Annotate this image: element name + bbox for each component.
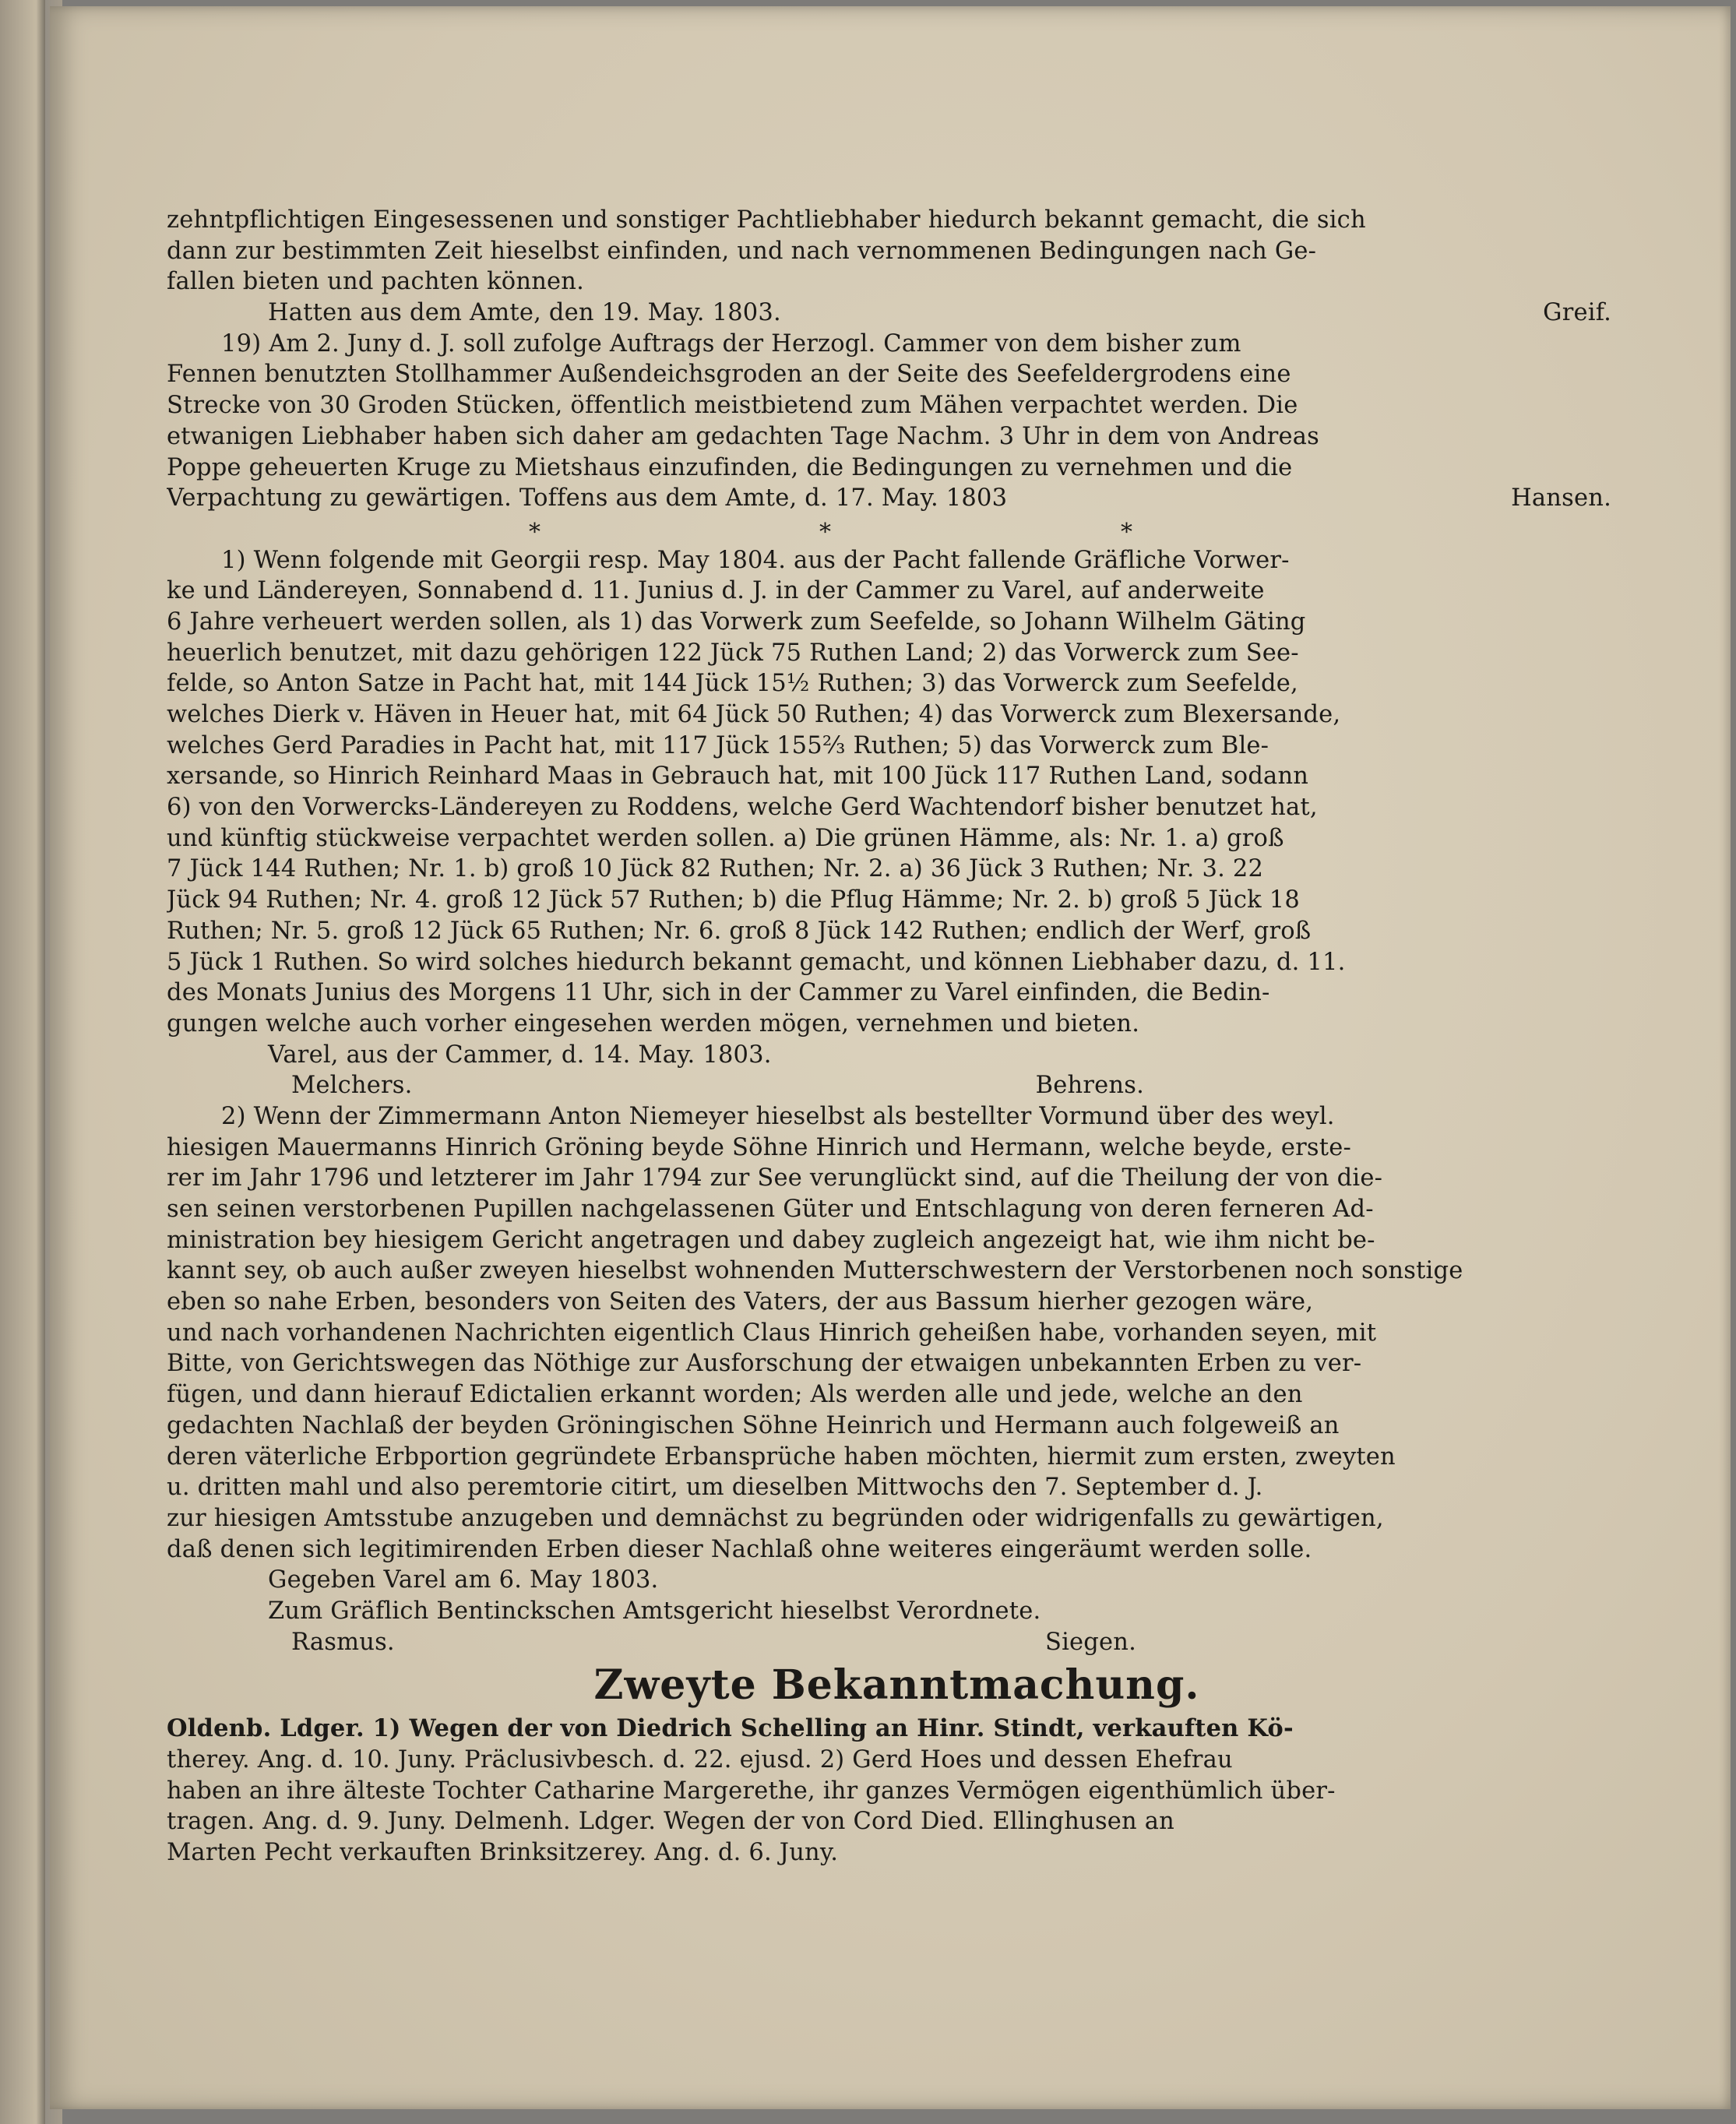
text-line: ministration bey hiesigem Gericht angetragen und dabey zugleich angezeigt hat, wie ihm nicht be-: [167, 1226, 1375, 1254]
text-line: Ruthen; Nr. 5. groß 12 Jück 65 Ruthen; Nr. 6. groß 8 Jück 142 Ruthen; endlich der Werf, groß: [167, 917, 1312, 945]
paragraph-varel-1: [167, 545, 1627, 1101]
text-line: Oldenb. Ldger. 1) Wegen der von Diedrich Schelling an Hinr. Stindt, verkauften Kö-: [167, 1714, 1294, 1743]
text-line: eben so nahe Erben, besonders von Seiten des Vaters, der aus Bassum hierher gezogen wäre,: [167, 1288, 1314, 1316]
text-line: felde, so Anton Satze in Pacht hat, mit 144 Jück 15½ Ruthen; 3) das Vorwerck zum Seefelde,: [167, 670, 1298, 698]
dateline: Varel, aus der Cammer, d. 14. May. 1803.: [268, 1041, 772, 1069]
paragraph-19: [167, 329, 1627, 514]
text-line: welches Dierk v. Häven in Heuer hat, mit 64 Jück 50 Ruthen; 4) das Vorwerck zum Blexersande,: [167, 701, 1341, 728]
text-line: u. dritten mahl und also peremtorie citirt, um dieselben Mittwochs den 7. September d. J.: [167, 1474, 1263, 1502]
text-line: 6) von den Vorwercks-Ländereyen zu Roddens, welche Gerd Wachtendorf bisher benutzet hat,: [167, 794, 1318, 822]
text-line: daß denen sich legitimirenden Erben dieser Nachlaß ohne weiteres eingeräumt werden solle.: [167, 1535, 1312, 1563]
dateline-row: [167, 298, 1627, 329]
text-line: zehntpflichtigen Eingesessenen und sonstiger Pachtliebhaber hiedurch bekannt gemacht, die sich: [167, 206, 1366, 234]
text-line: Bitte, von Gerichtswegen das Nöthige zur Ausforschung der etwaigen unbekannten Erben zu ver-: [167, 1350, 1362, 1378]
signature: Hansen.: [1511, 484, 1611, 513]
separator-stars: [167, 514, 1627, 545]
text-line: des Monats Junius des Morgens 11 Uhr, sich in der Cammer zu Varel einfinden, die Bedin-: [167, 979, 1270, 1007]
text-line: xersande, so Hinrich Reinhard Maas in Gebrauch hat, mit 100 Jück 117 Ruthen Land, sodann: [167, 763, 1309, 791]
text-line: tragen. Ang. d. 9. Juny. Delmenh. Ldger. Wegen der von Cord Died. Ellinghusen an: [167, 1808, 1175, 1836]
text-line: etwanigen Liebhaber haben sich daher am gedachten Tage Nachm. 3 Uhr in dem von Andreas: [167, 422, 1319, 450]
text-line: Verpachtung zu gewärtigen. Toffens aus dem Amte, d. 17. May. 1803: [167, 484, 1008, 513]
dateline: Hatten aus dem Amte, den 19. May. 1803.: [268, 299, 781, 327]
text-line: rer im Jahr 1796 und letzterer im Jahr 1794 zur See verunglückt sind, auf die Theilung der von die-: [167, 1164, 1383, 1192]
text-line: Fennen benutzten Stollhammer Außendeichsgroden an der Seite des Seefeldergrodens eine: [167, 361, 1291, 389]
text-line: therey. Ang. d. 10. Juny. Präclusivbesch. d. 22. ejusd. 2) Gerd Hoes und dessen Ehefrau: [167, 1746, 1233, 1774]
signature: Greif.: [1543, 299, 1611, 327]
separator-star: *: [1121, 518, 1133, 546]
text-line: 7 Jück 144 Ruthen; Nr. 1. b) groß 10 Jück 82 Ruthen; Nr. 2. a) 36 Jück 3 Ruthen; Nr. 3. 22: [167, 855, 1264, 883]
text-line: Strecke von 30 Groden Stücken, öffentlich meistbietend zum Mähen verpachtet werden. Die: [167, 392, 1298, 420]
text-line: heuerlich benutzet, mit dazu gehörigen 122 Jück 75 Ruthen Land; 2) das Vorwerck zum See-: [167, 639, 1299, 667]
text-line: kannt sey, ob auch außer zweyen hieselbst wohnenden Mutterschwestern der Verstorbenen noch sonstige: [167, 1257, 1463, 1285]
text-line: fügen, und dann hierauf Edictalien erkannt worden; Als werden alle und jede, welche an den: [167, 1381, 1303, 1409]
text-line: 19) Am 2. Juny d. J. soll zufolge Auftrags der Herzogl. Cammer von dem bisher zum: [221, 329, 1241, 358]
text-line: Marten Pecht verkauften Brinksitzerey. Ang. d. 6. Juny.: [167, 1839, 839, 1867]
text-line: und nach vorhandenen Nachrichten eigentlich Claus Hinrich geheißen habe, vorhanden seyen, mit: [167, 1319, 1377, 1347]
text-line: dann zur bestimmten Zeit hieselbst einfinden, und nach vernommenen Bedingungen nach Ge-: [167, 237, 1317, 265]
left-page-edge: [0, 0, 45, 2124]
text-line: ke und Ländereyen, Sonnabend d. 11. Junius d. J. in der Cammer zu Varel, auf anderweite: [167, 577, 1265, 605]
authority-line: Zum Gräflich Bentinckschen Amtsgericht hieselbst Verordnete.: [268, 1597, 1041, 1625]
separator-star: *: [529, 518, 541, 546]
dateline-row: [167, 483, 1627, 514]
text-line: deren väterliche Erbportion gegründete Erbansprüche haben möchten, hiermit zum ersten, zweyten: [167, 1442, 1396, 1471]
document-page: [50, 6, 1731, 2109]
text-line: 5 Jück 1 Ruthen. So wird solches hiedurch bekannt gemacht, und können Liebhaber dazu, d. 11.: [167, 948, 1346, 976]
signature-row: [167, 1627, 1627, 1658]
text-line: 1) Wenn folgende mit Georgii resp. May 1804. aus der Pacht fallende Gräfliche Vorwer-: [221, 546, 1290, 574]
separator-star: *: [819, 518, 832, 546]
signature: Behrens.: [1035, 1072, 1144, 1100]
text-line: welches Gerd Paradies in Pacht hat, mit 117 Jück 155⅔ Ruthen; 5) das Vorwerck zum Ble-: [167, 731, 1269, 759]
section-heading: Zweyte Bekanntmachung.: [593, 1661, 1200, 1710]
dateline: Gegeben Varel am 6. May 1803.: [268, 1566, 659, 1594]
signature: Siegen.: [1044, 1628, 1136, 1656]
paragraph-oldenburg: [167, 1714, 1627, 1868]
signature: Rasmus.: [291, 1628, 395, 1656]
text-line: und künftig stückweise verpachtet werden sollen. a) Die grünen Hämme, als: Nr. 1. a) groß: [167, 824, 1284, 852]
text-block: [167, 205, 1627, 1869]
paragraph-varel-2: [167, 1101, 1627, 1657]
text-line: 2) Wenn der Zimmermann Anton Niemeyer hieselbst als bestellter Vormund über des weyl.: [221, 1102, 1335, 1130]
paragraph-pachtliebhaber: [167, 205, 1627, 329]
text-line: fallen bieten und pachten können.: [167, 268, 585, 296]
text-line: haben an ihre älteste Tochter Catharine Margerethe, ihr ganzes Vermögen eigenthümlich über-: [167, 1777, 1336, 1805]
text-line: sen seinen verstorbenen Pupillen nachgelassenen Güter und Entschlagung von deren ferneren Ad-: [167, 1196, 1374, 1223]
text-line: hiesigen Mauermanns Hinrich Gröning beyde Söhne Hinrich und Hermann, welche beyde, erste-: [167, 1133, 1351, 1161]
text-line: Jück 94 Ruthen; Nr. 4. groß 12 Jück 57 Ruthen; b) die Pflug Hämme; Nr. 2. b) groß 5 Jück 18: [167, 886, 1300, 914]
text-line: gedachten Nachlaß der beyden Gröningischen Söhne Heinrich und Hermann auch folgeweiß an: [167, 1411, 1340, 1439]
text-line: zur hiesigen Amtsstube anzugeben und demnächst zu begründen oder widrigenfalls zu gewärtigen,: [167, 1504, 1384, 1532]
signature: Melchers.: [291, 1072, 413, 1100]
signature-row: [167, 1070, 1627, 1101]
text-line: 6 Jahre verheuert werden sollen, als 1) das Vorwerk zum Seefelde, so Johann Wilhelm Gäting: [167, 608, 1306, 636]
text-line: Poppe geheuerten Kruge zu Mietshaus einzufinden, die Bedingungen zu vernehmen und die: [167, 453, 1293, 481]
text-line: gungen welche auch vorher eingesehen werden mögen, vernehmen und bieten.: [167, 1009, 1140, 1037]
